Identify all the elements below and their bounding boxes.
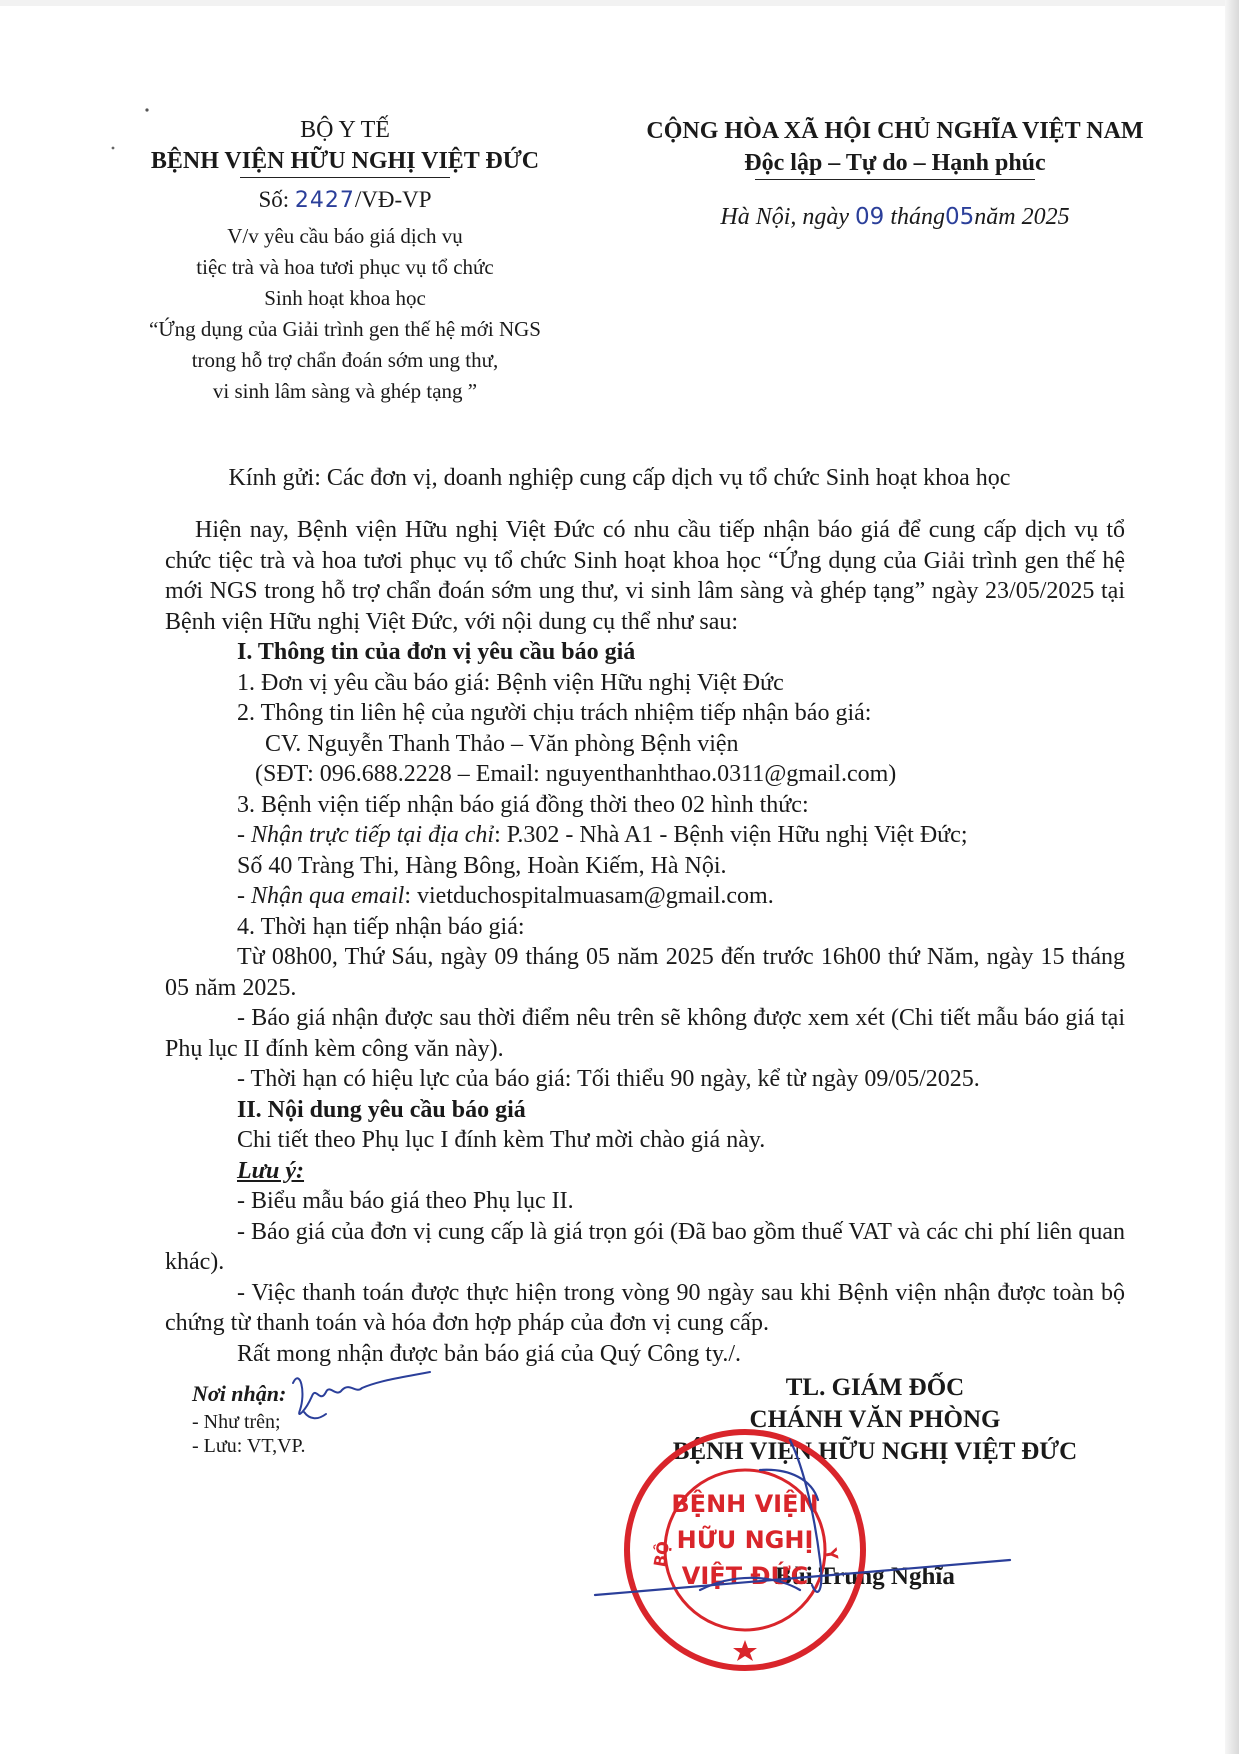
method-1-address: Số 40 Tràng Thi, Hàng Bông, Hoàn Kiếm, Hà Nội. xyxy=(237,852,727,879)
ink-dot xyxy=(145,108,148,111)
date-mid: tháng xyxy=(884,204,945,230)
signature-line-3: BỆNH VIỆN HỮU NGHỊ VIỆT ĐỨC xyxy=(672,1438,1078,1465)
stamp-line-1: BỆNH VIỆN xyxy=(671,1490,819,1518)
item-3: 3. Bệnh viện tiếp nhận báo giá đồng thời theo 02 hình thức: xyxy=(237,791,809,818)
recipient-item: - Như trên; xyxy=(192,1411,281,1433)
date-suffix: năm 2025 xyxy=(974,204,1070,230)
note-title: Lưu ý: xyxy=(237,1157,305,1184)
section1-title: I. Thông tin của đơn vị yêu cầu báo giá xyxy=(237,639,636,665)
ministry-name: BỘ Y TẾ xyxy=(300,117,390,143)
stamp-line-3: VIỆT ĐỨC xyxy=(681,1562,809,1590)
intro-paragraph: Hiện nay, Bệnh viện Hữu nghị Việt Đức có nhu cầu tiếp nhận báo giá để cung cấp dịch vụ tổ chức tiệc trà và hoa tươi phục vụ tổ chức Sinh hoạt khoa học “Ứng dụng của Giải trình gen thế hệ mới NGS trong hỗ trợ chẩn đoán sớm ung thư, vi sinh lâm sàng và ghép tạng” ngày 23/05/2025 tại Bệnh viện Hữu nghị Việt Đức, với nội dung cụ thể như sau: xyxy=(165,517,1125,635)
recipient-item: - Lưu: VT,VP. xyxy=(192,1435,306,1457)
subject-line: Sinh hoạt khoa học xyxy=(264,286,426,310)
subject-line: V/v yêu cầu báo giá dịch vụ xyxy=(227,224,463,248)
subject-line: trong hỗ trợ chẩn đoán sớm ung thư, xyxy=(191,348,499,372)
nation-title: CỘNG HÒA XÃ HỘI CHỦ NGHĨA VIỆT NAM xyxy=(646,118,1144,144)
number-suffix: /VĐ-VP xyxy=(354,187,432,212)
signer-name: Bùi Trung Nghĩa xyxy=(775,1563,955,1590)
initials-signature xyxy=(293,1372,430,1418)
date-prefix: Hà Nội, ngày xyxy=(720,204,856,230)
item-1: 1. Đơn vị yêu cầu báo giá: Bệnh viện Hữu nghị Việt Đức xyxy=(237,669,784,696)
note-2: - Báo giá của đơn vị cung cấp là giá trọn gói (Đã bao gồm thuế VAT và các chi phí liên quan khác). xyxy=(165,1218,1125,1275)
recipients-title: Nơi nhận: xyxy=(192,1381,287,1406)
number-handwritten: 2427 xyxy=(294,188,355,213)
method-1-text: : P.302 - Nhà A1 - Bệnh viện Hữu nghị Việt Đức; xyxy=(494,822,968,848)
stamp-side-right: Y xyxy=(821,1546,842,1562)
number-prefix: Số: xyxy=(258,187,295,212)
motto-text: Độc lập – Tự do – Hạnh phúc xyxy=(744,150,1046,176)
deadline: Từ 08h00, Thứ Sáu, ngày 09 tháng 05 năm 2025 đến trước 16h00 thứ Năm, ngày 15 tháng 05 năm 2025. xyxy=(165,944,1125,1001)
item-4: 4. Thời hạn tiếp nhận báo giá: xyxy=(237,913,525,940)
note-3: - Việc thanh toán được thực hiện trong vòng 90 ngày sau khi Bệnh viện nhận được toàn bộ chứng từ thanh toán và hóa đơn hợp pháp của đơn vị cung cấp. xyxy=(165,1279,1125,1336)
validity: - Thời hạn có hiệu lực của báo giá: Tối thiểu 90 ngày, kể từ ngày 09/05/2025. xyxy=(237,1066,980,1092)
date-month-handwritten: 05 xyxy=(945,204,975,230)
contact-info: (SĐT: 096.688.2228 – Email: nguyenthanhthao.0311@gmail.com) xyxy=(255,761,897,787)
date-day-handwritten: 09 xyxy=(855,204,885,230)
stamp-side-left: BỘ xyxy=(649,1539,674,1569)
section2-text: Chi tiết theo Phụ lục I đính kèm Thư mời chào giá này. xyxy=(237,1127,766,1153)
method-2-text: : vietduchospitalmuasam@gmail.com. xyxy=(404,883,774,909)
subject-line: “Ứng dụng của Giải trình gen thế hệ mới NGS xyxy=(149,317,541,341)
signature-line-2: CHÁNH VĂN PHÒNG xyxy=(749,1406,1001,1433)
closing: Rất mong nhận được bản báo giá của Quý Công ty./. xyxy=(237,1340,742,1367)
subject-line: vi sinh lâm sàng và ghép tạng ” xyxy=(212,379,478,403)
item-2: 2. Thông tin liên hệ của người chịu trách nhiệm tiếp nhận báo giá: xyxy=(237,700,872,726)
stamp xyxy=(627,1432,863,1668)
section2-title: II. Nội dung yêu cầu báo giá xyxy=(237,1096,526,1123)
contact-name: CV. Nguyễn Thanh Thảo – Văn phòng Bệnh viện xyxy=(265,730,739,757)
hospital-name-text: BỆNH VIỆN HỮU NGHỊ VIỆT ĐỨC xyxy=(150,148,540,174)
addressee: Kính gửi: Các đơn vị, doanh nghiệp cung cấp dịch vụ tổ chức Sinh hoạt khoa học xyxy=(228,465,1011,491)
note-1: - Biểu mẫu báo giá theo Phụ lục II. xyxy=(237,1188,574,1214)
method-2-label: - Nhận qua email xyxy=(237,883,405,909)
star-icon xyxy=(733,1640,757,1661)
stamp-line-2: HỮU NGHỊ xyxy=(676,1526,814,1554)
late-note: - Báo giá nhận được sau thời điểm nêu trên sẽ không được xem xét (Chi tiết mẫu báo giá tại Phụ lục II đính kèm công văn này). xyxy=(165,1005,1125,1062)
ink-dot xyxy=(112,147,115,150)
subject-line: tiệc trà và hoa tươi phục vụ tổ chức xyxy=(196,255,494,279)
signature-line-1: TL. GIÁM ĐỐC xyxy=(785,1374,965,1401)
method-1-label: - Nhận trực tiếp tại địa chỉ xyxy=(237,822,495,848)
